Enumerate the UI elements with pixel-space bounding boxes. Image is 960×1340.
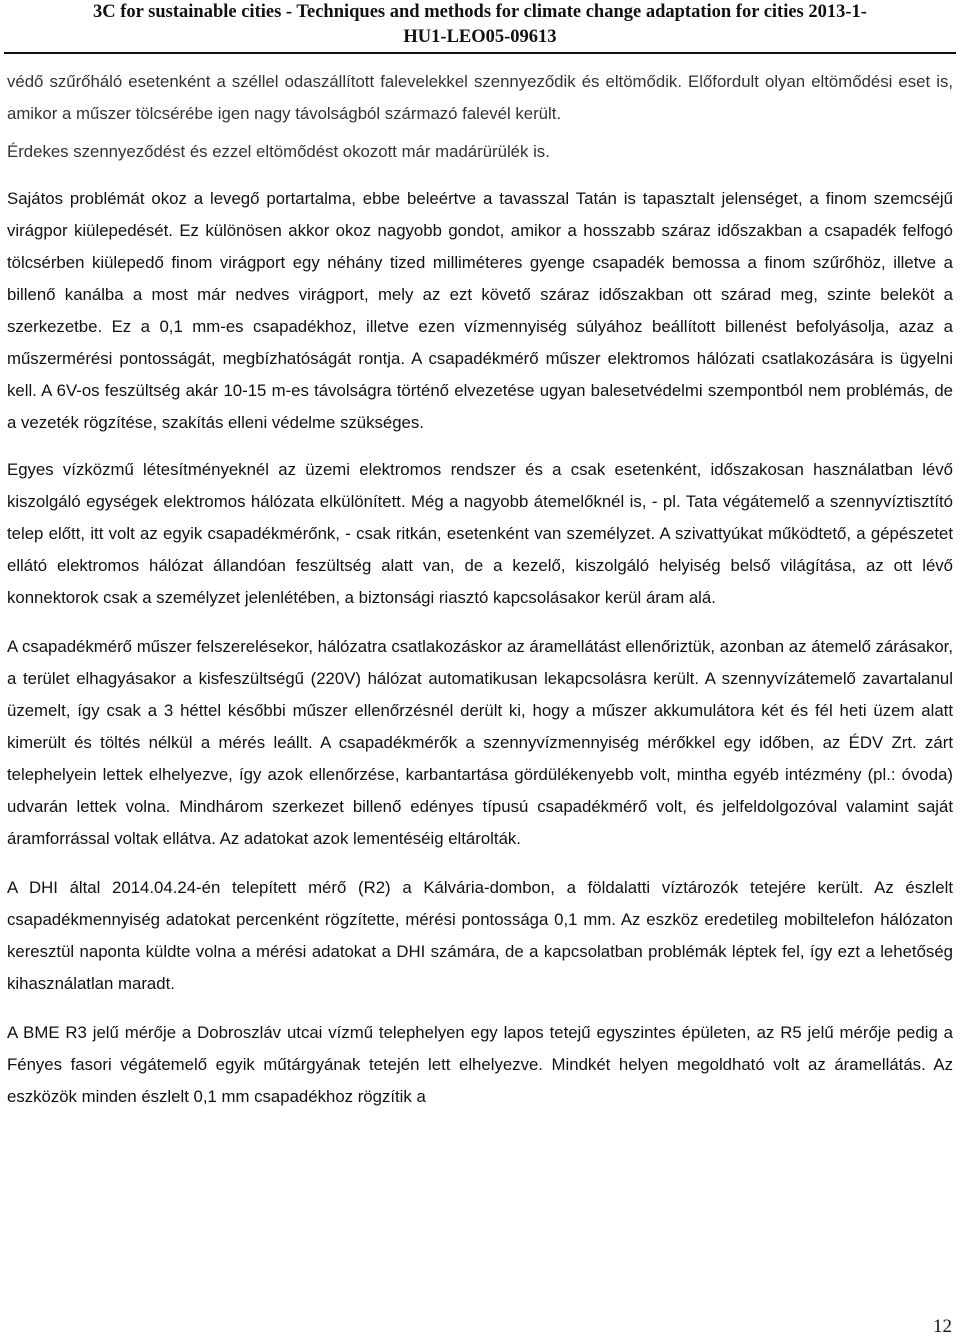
paragraph-1: védő szűrőháló esetenként a széllel odaszállított falevelekkel szennyeződik és eltömődik. Előfordult olyan eltömődési eset is, amikor a műszer tölcsérébe igen nagy távolságból származó falevél került. <box>7 72 953 123</box>
header-line-1: 3C for sustainable cities - Techniques and methods for climate change adaptation for cities 2013-1- <box>93 2 867 22</box>
header-line-2: HU1-LEO05-09613 <box>403 27 557 47</box>
paragraph-5: A csapadékmérő műszer felszerelésekor, hálózatra csatlakozáskor az áramellátást ellenőriztük, azonban az átemelő zárásakor, a terület elhagyásakor a kisfeszültségű (220V) hálózat automatikusan lekapcsolásra került. A szennyvízátemelő zavartalanul üzemelt, így csak a 3 héttel későbbi műszer ellenőrzésnél derült ki, hogy a műszer akkumulátora két és fél heti üzem alatt kimerült és töltés nélkül a mérés leállt. A csapadékmérők a szennyvízmennyiség mérőkkel egy időben, az ÉDV Zrt. zárt telephelyein lettek elhelyezve, így azok ellenőrzése, karbantartása gördülékenyebb volt, mintha egyéb intézmény (pl.: óvoda) udvarán lettek volna. Mindhárom szerkezet billenő edényes típusú csapadékmérő volt, és jelfeldolgozóval valamint saját áramforrással voltak ellátva. Az adatokat azok lementéséig eltárolták. <box>7 637 953 848</box>
paragraph-4: Egyes vízközmű létesítményeknél az üzemi elektromos rendszer és a csak esetenként, időszakosan használatban lévő kiszolgáló egységek elektromos hálózata elkülönített. Még a nagyobb átemelőknél is, - pl. Tata végátemelő a szennyvíztisztító telep előtt, itt volt az egyik csapadékmérőnk, - csak ritkán, esetenként van személyzet. A szivattyúkat működtető, a gépészetet ellátó elektromos hálózat állandóan feszültség alatt van, de a kezelő, kiszolgáló helyiség belső világítása, az ott lévő konnektorok csak a személyzet jelenlétében, a biztonsági riasztó kapcsolásakor kerül áram alá. <box>7 460 953 607</box>
running-header <box>4 0 956 54</box>
paragraph-6: A DHI által 2014.04.24-én telepített mérő (R2) a Kálvária-dombon, a földalatti víztározók tetejére került. Az észlelt csapadékmennyiség adatokat percenként rögzítette, mérési pontossága 0,1 mm. Az eszköz eredetileg mobiltelefon hálózaton keresztül naponta küldte volna a mérési adatokat a DHI számára, de a kapcsolatban problémák léptek fel, így ezt a lehetőség kihasználatlan maradt. <box>7 878 953 993</box>
paragraph-7: A BME R3 jelű mérője a Dobroszláv utcai vízmű telephelyen egy lapos tetejű egyszintes épületen, az R5 jelű mérője pedig a Fényes fasori végátemelő egyik műtárgyának tetején lett elhelyezve. Mindkét helyen megoldható volt az áramellátás. Az eszközök minden észlelt 0,1 mm csapadékhoz rögzítik a <box>7 1023 953 1106</box>
paragraph-3: Sajátos problémát okoz a levegő portartalma, ebbe beleértve a tavasszal Tatán is tapasztalt jelenséget, a finom szemcséjű virágpor kiülepedését. Ez különösen akkor okoz nagyobb gondot, amikor a hosszabb száraz időszakban a csapadék felfogó tölcsérben kiülepedő finom virágport egy néhány tized milliméteres gyenge csapadék bemossa a finom szűrőhöz, illetve a billenő kanálba a most már nedves virágport, mely az ezt követő száraz időszakban ott szárad meg, szinte beleköt a szerkezetbe. Ez a 0,1 mm-es csapadékhoz, illetve ezen vízmennyiség súlyához beállított billenést befolyásolja, azaz a műszermérési pontosságát, megbízhatóságát rontja. A csapadékmérő műszer elektromos hálózati csatlakozására is ügyelni kell. A 6V-os feszültség akár 10-15 m-es távolságra történő elvezetése ugyan balesetvédelmi szempontból nem problémás, de a vezeték rögzítése, szakítás elleni védelme szükséges. <box>7 189 953 432</box>
document-body <box>0 66 960 1113</box>
page-number: 12 <box>933 1316 952 1337</box>
paragraph-2: Érdekes szennyeződést és ezzel eltömődést okozott már madárürülék is. <box>7 142 550 161</box>
